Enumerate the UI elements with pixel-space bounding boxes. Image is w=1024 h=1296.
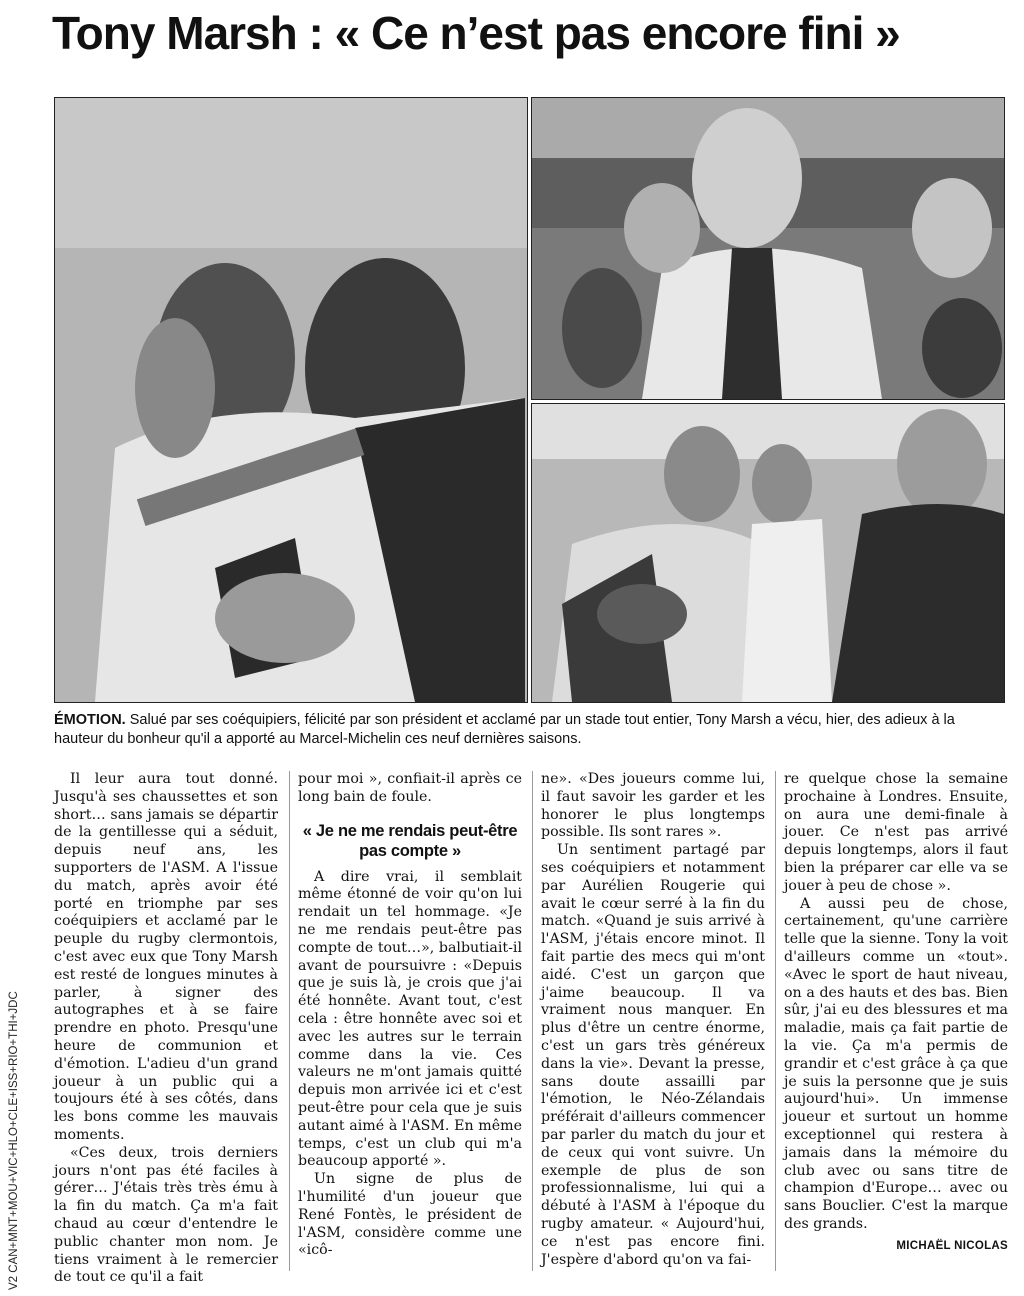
photo-crowd-image [532, 98, 1004, 399]
photo-president [531, 403, 1005, 703]
photo-embrace-image [55, 98, 527, 702]
photo-crowd [531, 97, 1005, 400]
byline: MICHAËL NICOLAS [896, 1239, 1008, 1252]
paragraph: Un signe de plus de l'humilité d'un joueur que René Fontès, le président de l'ASM, considère comme une «icô- [298, 1171, 522, 1259]
column-4 [784, 771, 1008, 1256]
paragraph: «Ces deux, trois derniers jours n'ont pas été faciles à gérer… J'étais très très ému à la fin du match. Ça m'a fait chaud au cœur d'entendre le public chanter mon nom. Je tiens vraiment à le remercier de tout ce qu'il a fait [54, 1144, 278, 1286]
paragraph: Il leur aura tout donné. Jusqu'à ses chaussettes et son short… sans jamais se départir de la gentillesse qui a séduit, depuis neuf ans, les supporters de l'ASM. A l'issue du match, après avoir été porté en triomphe par ses coéquipiers et acclamé par le peuple du rugby clermontois, c'est avec eux que Tony Marsh est resté de longues minutes à parler, à signer des autographes et à se faire prendre en photo. Presqu'une heure de communion et d'émotion. L'adieu d'un grand joueur à un public qui a toujours été à ses côtés, dans les bons comme les mauvais moments. [54, 771, 278, 1143]
paragraph: re quelque chose la semaine prochaine à Londres. Ensuite, on aura une demi-finale à jouer. Ce n'est pas arrivé depuis longtemps, alors il faut bien la préparer car elle va se jouer à peu de chose ». [784, 771, 1008, 894]
paragraph: pour moi », confiait-il après ce long bain de foule. [298, 771, 522, 805]
paragraph: Un sentiment partagé par ses coéquipiers et notamment par Aurélien Rougerie qui avait le cœur serré à la fin du match. «Quand je suis arrivé à l'ASM, j'étais encore minot. Il fait partie des mecs qui m'ont aidé. C'est un garçon que j'aime beaucoup. Il va vraiment nous manquer. En plus d'être un centre énorme, c'est un gars très généreux dans la vie». Devant la presse, sans doute assailli par l'émotion, le Néo-Zélandais préférait d'ailleurs commencer par parler du match du jour et de ceux qui vont suivre. Un exemple de plus de son professionnalisme, lui qui a débuté à l'ASM à l'époque du rugby amateur. « Aujourd'hui, ce n'est pas encore fini. J'espère d'abord qu'on va fai- [541, 842, 765, 1268]
subheading: « Je ne me rendais peut-être pas compte » [302, 821, 518, 860]
photo-embrace [54, 97, 528, 703]
column-rule [289, 771, 290, 1271]
column-rule [532, 771, 533, 1271]
photo-caption [54, 711, 1004, 749]
caption-text: Salué par ses coéquipiers, félicité par son président et acclamé par un stade tout entier, Tony Marsh a vécu, hier, des adieux à la hauteur du bonheur qu'il a apporté au Marcel-Michelin ces neuf dernières saisons. [54, 712, 955, 747]
paragraph: A aussi peu de chose, certainement, qu'une carrière telle que la sienne. Tony la voit d'ailleurs comme un «tout». «Avec le sport de haut niveau, on a des hauts et des bas. Bien sûr, j'ai eu des blessures et ma maladie, mais ça fait partie de la vie. Ça m'a permis de grandir et c'est grâce à ça que je suis la personne que je suis aujourd'hui». Un immense joueur et surtout un homme exceptionnel qui restera à jamais dans la mémoire du club avec ou sans titre de champion d'Europe… avec ou sans Bouclier. C'est la marque des grands. [784, 895, 1008, 1232]
column-rule [775, 771, 776, 1271]
column-2 [298, 771, 522, 1260]
photo-president-image [532, 404, 1004, 702]
paragraph: A dire vrai, il semblait même étonné de voir qu'on lui rendait un tel hommage. «Je ne me rendais peut-être pas compte de tout…», balbutiait-il avant de poursuivre : «Depuis que je suis là, je crois que j'ai été honnête. Avant tout, c'est cela : être honnête avec soi et avec les autres sur le terrain comme dans la vie. Ces valeurs ne m'ont jamais quitté depuis mon arrivée ici et c'est peut-être pour cela que je suis autant aimé à l'ASM. En même temps, c'est un club qui m'a beaucoup apporté ». [298, 868, 522, 1170]
column-3 [541, 771, 765, 1269]
edition-codes: V2 CAN+MNT+MOU+VIC+HLO+CLE+ISS+RIO+THI+JDC [8, 991, 20, 1290]
headline: Tony Marsh : « Ce n’est pas encore fini » [52, 7, 900, 59]
paragraph: ne». «Des joueurs comme lui, il faut savoir les garder et les honorer le plus longtemps possible. Ils sont rares ». [541, 771, 765, 841]
caption-lead: ÉMOTION. [54, 712, 126, 728]
column-1 [54, 771, 278, 1287]
